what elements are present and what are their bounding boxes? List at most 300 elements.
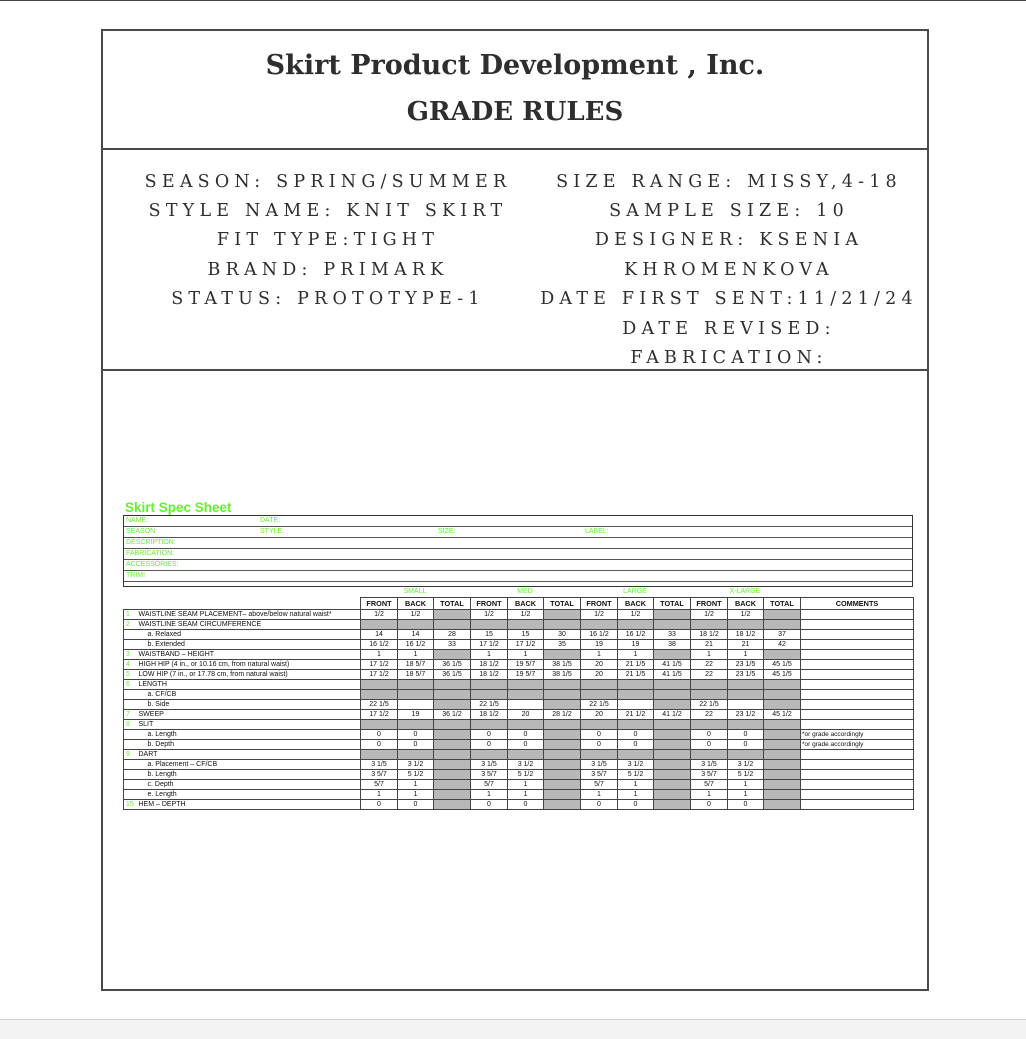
measurement-cell: 14 <box>361 630 398 640</box>
table-row <box>124 650 914 660</box>
measurement-cell <box>544 780 581 790</box>
comment-cell <box>801 780 914 790</box>
row-number <box>124 730 138 740</box>
measurement-cell: 0 <box>398 730 434 740</box>
measurement-cell: 1/2 <box>728 610 764 620</box>
column-header: FRONT <box>361 598 398 610</box>
measurement-cell <box>764 740 801 750</box>
measurement-cell: 0 <box>581 740 618 750</box>
measurement-cell <box>434 720 471 730</box>
measurement-cell <box>764 610 801 620</box>
table-row <box>124 710 914 720</box>
table-row <box>124 700 914 710</box>
row-description: HIGH HIP (4 in., or 10.16 cm, from natural waist) <box>138 660 361 670</box>
measurement-cell <box>691 690 728 700</box>
measurement-cell: 22 1/5 <box>691 700 728 710</box>
measurement-cell <box>434 780 471 790</box>
measurement-cell <box>764 700 801 710</box>
measurement-cell <box>764 790 801 800</box>
measurement-cell <box>544 680 581 690</box>
table-row <box>124 770 914 780</box>
season-field: SEASON: SPRING/SUMMER <box>144 172 512 192</box>
comment-cell: *or grade accordingly <box>801 740 914 750</box>
measurement-cell: 0 <box>581 800 618 810</box>
measurement-cell <box>508 690 544 700</box>
measurement-cell: 22 1/5 <box>361 700 398 710</box>
size-label-small: SMALL <box>403 588 427 595</box>
measurement-cell: 42 <box>764 640 801 650</box>
measurement-cell <box>544 720 581 730</box>
meta-row-name <box>124 516 912 527</box>
measurement-cell: 5/7 <box>691 780 728 790</box>
measurement-cell: 21 <box>691 640 728 650</box>
measurement-cell <box>398 690 434 700</box>
measurement-cell <box>581 720 618 730</box>
row-description: WAISTBAND – HEIGHT <box>138 650 361 660</box>
measurement-cell <box>654 720 691 730</box>
measurement-cell <box>544 690 581 700</box>
measurement-cell: 17 1/2 <box>471 640 508 650</box>
measurement-cell <box>544 730 581 740</box>
designer-field: DESIGNER: KSENIA <box>594 230 864 250</box>
table-row <box>124 780 914 790</box>
row-description: WAISTLINE SEAM PLACEMENT– above/below natural waist* <box>138 610 361 620</box>
comment-cell <box>801 790 914 800</box>
measurement-cell <box>691 750 728 760</box>
row-description: SWEEP <box>138 710 361 720</box>
measurement-cell: 1/2 <box>398 610 434 620</box>
sample-size-field: SAMPLE SIZE: 10 <box>609 201 849 221</box>
measurement-cell <box>764 770 801 780</box>
measurement-cell <box>764 780 801 790</box>
measurement-cell <box>581 680 618 690</box>
bottom-band <box>0 1019 1026 1039</box>
meta-label-name: NAME: <box>126 517 149 524</box>
table-header-row <box>124 598 914 610</box>
column-header: TOTAL <box>434 598 471 610</box>
measurement-cell: 21 1/2 <box>618 710 654 720</box>
row-number: 3 <box>124 650 138 660</box>
measurement-cell: 0 <box>728 800 764 810</box>
measurement-cell: 0 <box>618 800 654 810</box>
meta-label-accessories: ACCESSORIES: <box>126 561 179 568</box>
measurement-cell: 37 <box>764 630 801 640</box>
table-row <box>124 680 914 690</box>
measurement-cell: 0 <box>508 800 544 810</box>
measurement-cell: 1 <box>361 650 398 660</box>
row-description: DART <box>138 750 361 760</box>
measurement-cell <box>398 750 434 760</box>
size-label-large: LARGE <box>623 588 647 595</box>
measurement-cell: 5 1/2 <box>618 770 654 780</box>
measurement-cell: 20 <box>581 660 618 670</box>
table-row <box>124 630 914 640</box>
measurement-cell: 1 <box>618 790 654 800</box>
column-header: BACK <box>398 598 434 610</box>
measurement-cell <box>618 700 654 710</box>
measurement-cell: 3 1/2 <box>728 760 764 770</box>
date-revised-field: DATE REVISED: <box>622 319 836 339</box>
measurement-cell <box>728 620 764 630</box>
measurement-cell: 45 1/5 <box>764 670 801 680</box>
measurement-cell: 0 <box>361 800 398 810</box>
measurement-cell: 1 <box>581 790 618 800</box>
measurement-cell: 0 <box>471 740 508 750</box>
measurement-cell: 3 5/7 <box>581 770 618 780</box>
size-label-med: MED <box>517 588 533 595</box>
measurement-cell: 16 1/2 <box>398 640 434 650</box>
measurement-cell: 3 5/7 <box>361 770 398 780</box>
measurement-cell <box>361 680 398 690</box>
measurement-cell: 15 <box>471 630 508 640</box>
designer-field-continued: KHROMENKOVA <box>624 260 834 280</box>
row-description: a. CF/CB <box>138 690 361 700</box>
measurement-cell: 41 1/5 <box>654 660 691 670</box>
measurement-cell <box>691 680 728 690</box>
row-description: c. Depth <box>138 780 361 790</box>
measurement-cell: 22 1/5 <box>471 700 508 710</box>
measurement-cell: 0 <box>728 740 764 750</box>
meta-row-trim <box>124 571 912 582</box>
measurement-cell: 3 1/2 <box>618 760 654 770</box>
measurement-cell <box>764 720 801 730</box>
row-description: LOW HIP (7 in., or 17.78 cm, from natural waist) <box>138 670 361 680</box>
measurement-cell: 19 <box>398 710 434 720</box>
measurement-cell: 1 <box>508 650 544 660</box>
measurement-cell <box>618 680 654 690</box>
spec-meta-table <box>123 515 913 587</box>
measurement-cell: 0 <box>618 730 654 740</box>
measurement-cell: 22 <box>691 660 728 670</box>
table-row <box>124 800 914 810</box>
measurement-cell <box>434 680 471 690</box>
comment-cell: *or grade accordingly <box>801 730 914 740</box>
measurement-cell: 0 <box>398 800 434 810</box>
measurement-cell <box>728 720 764 730</box>
measurement-cell: 23 1/5 <box>728 670 764 680</box>
measurement-cell: 16 1/2 <box>361 640 398 650</box>
meta-label-trim: TRIM! <box>126 572 146 579</box>
row-description: b. Extended <box>138 640 361 650</box>
measurement-cell: 0 <box>361 740 398 750</box>
size-label-xlarge: X-LARGE <box>729 588 761 595</box>
measurement-cell <box>764 620 801 630</box>
measurement-cell <box>398 680 434 690</box>
row-number: 2 <box>124 620 138 630</box>
measurement-cell: 1 <box>728 780 764 790</box>
table-row <box>124 760 914 770</box>
measurement-cell <box>544 610 581 620</box>
measurement-cell: 18 1/2 <box>471 660 508 670</box>
measurement-cell: 1/2 <box>361 610 398 620</box>
row-description: SLIT <box>138 720 361 730</box>
table-row <box>124 690 914 700</box>
measurement-cell: 41 1/2 <box>654 710 691 720</box>
measurement-cell: 1 <box>728 650 764 660</box>
measurement-cell <box>544 620 581 630</box>
spec-sheet-title: Skirt Spec Sheet <box>125 500 232 515</box>
row-number <box>124 740 138 750</box>
measurement-cell: 1 <box>398 650 434 660</box>
measurement-cell: 1 <box>581 650 618 660</box>
measurement-cell: 23 1/5 <box>728 660 764 670</box>
row-number <box>124 640 138 650</box>
comment-cell <box>801 620 914 630</box>
column-header: FRONT <box>471 598 508 610</box>
measurement-cell: 1/2 <box>691 610 728 620</box>
measurement-cell: 3 1/5 <box>581 760 618 770</box>
measurement-cell <box>581 690 618 700</box>
comment-cell <box>801 700 914 710</box>
fabrication-field: FABRICATION: <box>630 348 828 368</box>
measurement-cell <box>728 690 764 700</box>
row-description: b. Length <box>138 770 361 780</box>
measurement-cell <box>618 620 654 630</box>
measurement-cell: 22 1/5 <box>581 700 618 710</box>
measurement-cell <box>618 750 654 760</box>
measurement-cell: 18 5/7 <box>398 660 434 670</box>
measurement-cell: 1 <box>691 790 728 800</box>
table-row <box>124 660 914 670</box>
info-section <box>103 150 927 371</box>
measurement-cell <box>691 620 728 630</box>
measurement-cell: 1 <box>618 780 654 790</box>
measurement-cell: 15 <box>508 630 544 640</box>
document-header <box>103 31 927 150</box>
row-number: 4 <box>124 660 138 670</box>
row-description: b. Depth <box>138 740 361 750</box>
row-description: a. Length <box>138 730 361 740</box>
measurement-cell: 18 1/2 <box>691 630 728 640</box>
row-description: LENGTH <box>138 680 361 690</box>
measurement-cell: 0 <box>581 730 618 740</box>
row-number: 6 <box>124 680 138 690</box>
measurement-cell <box>544 760 581 770</box>
measurement-cell <box>654 690 691 700</box>
measurement-cell: 3 5/7 <box>691 770 728 780</box>
comment-cell <box>801 630 914 640</box>
comment-cell <box>801 710 914 720</box>
table-row <box>124 730 914 740</box>
measurement-cell: 16 1/2 <box>581 630 618 640</box>
measurement-cell <box>654 680 691 690</box>
column-header: BACK <box>508 598 544 610</box>
measurement-cell: 5 1/2 <box>398 770 434 780</box>
fit-type-field: FIT TYPE:TIGHT <box>216 230 440 250</box>
measurement-cell: 17 1/2 <box>508 640 544 650</box>
measurement-cell <box>398 720 434 730</box>
measurement-cell: 33 <box>654 630 691 640</box>
measurement-cell <box>361 690 398 700</box>
document-frame <box>101 29 929 991</box>
row-number: 7 <box>124 710 138 720</box>
measurement-cell <box>398 620 434 630</box>
measurement-cell: 38 <box>654 640 691 650</box>
row-description: WAISTLINE SEAM CIRCUMFERENCE <box>138 620 361 630</box>
measurement-cell: 20 <box>581 710 618 720</box>
comment-cell <box>801 760 914 770</box>
measurement-cell: 30 <box>544 630 581 640</box>
measurement-cell: 17 1/2 <box>361 710 398 720</box>
measurement-cell <box>764 680 801 690</box>
measurement-cell <box>654 750 691 760</box>
measurement-cell: 19 5/7 <box>508 660 544 670</box>
comment-cell <box>801 750 914 760</box>
measurement-cell <box>398 700 434 710</box>
measurement-cell <box>471 720 508 730</box>
row-number <box>124 770 138 780</box>
measurement-cell: 36 1/2 <box>434 710 471 720</box>
meta-row-season <box>124 527 912 538</box>
row-number <box>124 690 138 700</box>
comment-cell <box>801 690 914 700</box>
measurement-cell: 22 <box>691 710 728 720</box>
measurement-cell <box>654 740 691 750</box>
meta-label-label: LABEL: <box>585 528 609 535</box>
measurement-cell: 35 <box>544 640 581 650</box>
measurement-cell: 19 <box>581 640 618 650</box>
measurement-cell <box>764 730 801 740</box>
measurement-cell: 23 1/2 <box>728 710 764 720</box>
measurement-cell: 21 1/5 <box>618 670 654 680</box>
comment-cell <box>801 680 914 690</box>
measurement-cell <box>764 690 801 700</box>
brand-field: BRAND: PRIMARK <box>207 260 449 280</box>
measurement-cell: 1/2 <box>508 610 544 620</box>
measurement-cell: 45 1/5 <box>764 660 801 670</box>
measurement-cell <box>361 620 398 630</box>
measurement-cell: 18 5/7 <box>398 670 434 680</box>
measurement-cell <box>434 770 471 780</box>
measurement-cell: 0 <box>471 800 508 810</box>
measurement-cell: 0 <box>691 730 728 740</box>
measurement-cell: 1 <box>728 790 764 800</box>
measurement-cell: 1 <box>471 790 508 800</box>
measurement-cell: 1 <box>618 650 654 660</box>
measurement-cell: 1/2 <box>581 610 618 620</box>
measurement-cell <box>654 800 691 810</box>
comment-cell <box>801 660 914 670</box>
grade-rules-table <box>123 597 914 810</box>
style-name-field: STYLE NAME: KNIT SKIRT <box>148 201 508 221</box>
measurement-cell <box>471 620 508 630</box>
page-title: GRADE RULES <box>406 97 624 127</box>
measurement-cell: 41 1/5 <box>654 670 691 680</box>
row-description: e. Length <box>138 790 361 800</box>
measurement-cell: 1 <box>398 790 434 800</box>
measurement-cell: 0 <box>618 740 654 750</box>
table-row <box>124 750 914 760</box>
measurement-cell <box>434 690 471 700</box>
header-blank <box>124 598 361 610</box>
measurement-cell: 17 1/2 <box>361 660 398 670</box>
row-number: 9 <box>124 750 138 760</box>
table-row <box>124 610 914 620</box>
measurement-cell: 20 <box>581 670 618 680</box>
measurement-cell: 0 <box>691 800 728 810</box>
date-first-sent-field: DATE FIRST SENT:11/21/24 <box>540 289 918 309</box>
measurement-cell <box>728 700 764 710</box>
measurement-cell: 19 5/7 <box>508 670 544 680</box>
measurement-cell: 3 1/2 <box>398 760 434 770</box>
measurement-cell <box>728 750 764 760</box>
measurement-cell: 21 1/5 <box>618 660 654 670</box>
table-row <box>124 620 914 630</box>
measurement-cell: 1 <box>508 780 544 790</box>
measurement-cell <box>508 720 544 730</box>
measurement-cell <box>654 780 691 790</box>
comment-cell <box>801 770 914 780</box>
measurement-cell <box>508 680 544 690</box>
measurement-cell <box>654 650 691 660</box>
measurement-cell: 0 <box>508 740 544 750</box>
meta-label-season: SEASON: <box>126 528 158 535</box>
measurement-cell <box>654 610 691 620</box>
column-header: TOTAL <box>544 598 581 610</box>
row-description: a. Relaxed <box>138 630 361 640</box>
measurement-cell <box>434 730 471 740</box>
measurement-cell <box>508 700 544 710</box>
row-number <box>124 780 138 790</box>
measurement-cell <box>618 690 654 700</box>
meta-label-date: DATE: <box>260 517 281 524</box>
table-row <box>124 640 914 650</box>
measurement-cell: 3 1/5 <box>691 760 728 770</box>
measurement-cell: 3 1/5 <box>361 760 398 770</box>
column-header: FRONT <box>581 598 618 610</box>
measurement-cell <box>544 650 581 660</box>
column-header: FRONT <box>691 598 728 610</box>
measurement-cell <box>764 800 801 810</box>
measurement-cell <box>434 740 471 750</box>
meta-row-description <box>124 538 912 549</box>
measurement-cell: 1/2 <box>618 610 654 620</box>
measurement-cell: 0 <box>361 730 398 740</box>
row-number: 1 <box>124 610 138 620</box>
row-description: a. Placement – CF/CB <box>138 760 361 770</box>
status-field: STATUS: PROTOTYPE-1 <box>171 289 485 309</box>
top-rule <box>0 0 1026 1</box>
measurement-cell <box>471 690 508 700</box>
measurement-cell <box>764 760 801 770</box>
measurement-cell <box>361 720 398 730</box>
measurement-cell: 28 1/2 <box>544 710 581 720</box>
comment-cell <box>801 800 914 810</box>
measurement-cell <box>618 720 654 730</box>
comment-cell <box>801 640 914 650</box>
row-description: HEM – DEPTH <box>138 800 361 810</box>
measurement-cell <box>728 680 764 690</box>
measurement-cell <box>691 720 728 730</box>
measurement-cell: 1 <box>398 780 434 790</box>
measurement-cell: 22 <box>691 670 728 680</box>
measurement-cell <box>764 750 801 760</box>
measurement-cell: 5/7 <box>471 780 508 790</box>
measurement-cell <box>471 680 508 690</box>
measurement-cell <box>361 750 398 760</box>
measurement-cell: 38 1/5 <box>544 660 581 670</box>
row-number <box>124 790 138 800</box>
measurement-cell <box>654 760 691 770</box>
measurement-cell: 18 1/2 <box>471 710 508 720</box>
comment-cell <box>801 610 914 620</box>
measurement-cell <box>434 620 471 630</box>
measurement-cell: 36 1/5 <box>434 670 471 680</box>
measurement-cell <box>581 620 618 630</box>
measurement-cell <box>544 740 581 750</box>
row-number <box>124 700 138 710</box>
measurement-cell <box>654 790 691 800</box>
